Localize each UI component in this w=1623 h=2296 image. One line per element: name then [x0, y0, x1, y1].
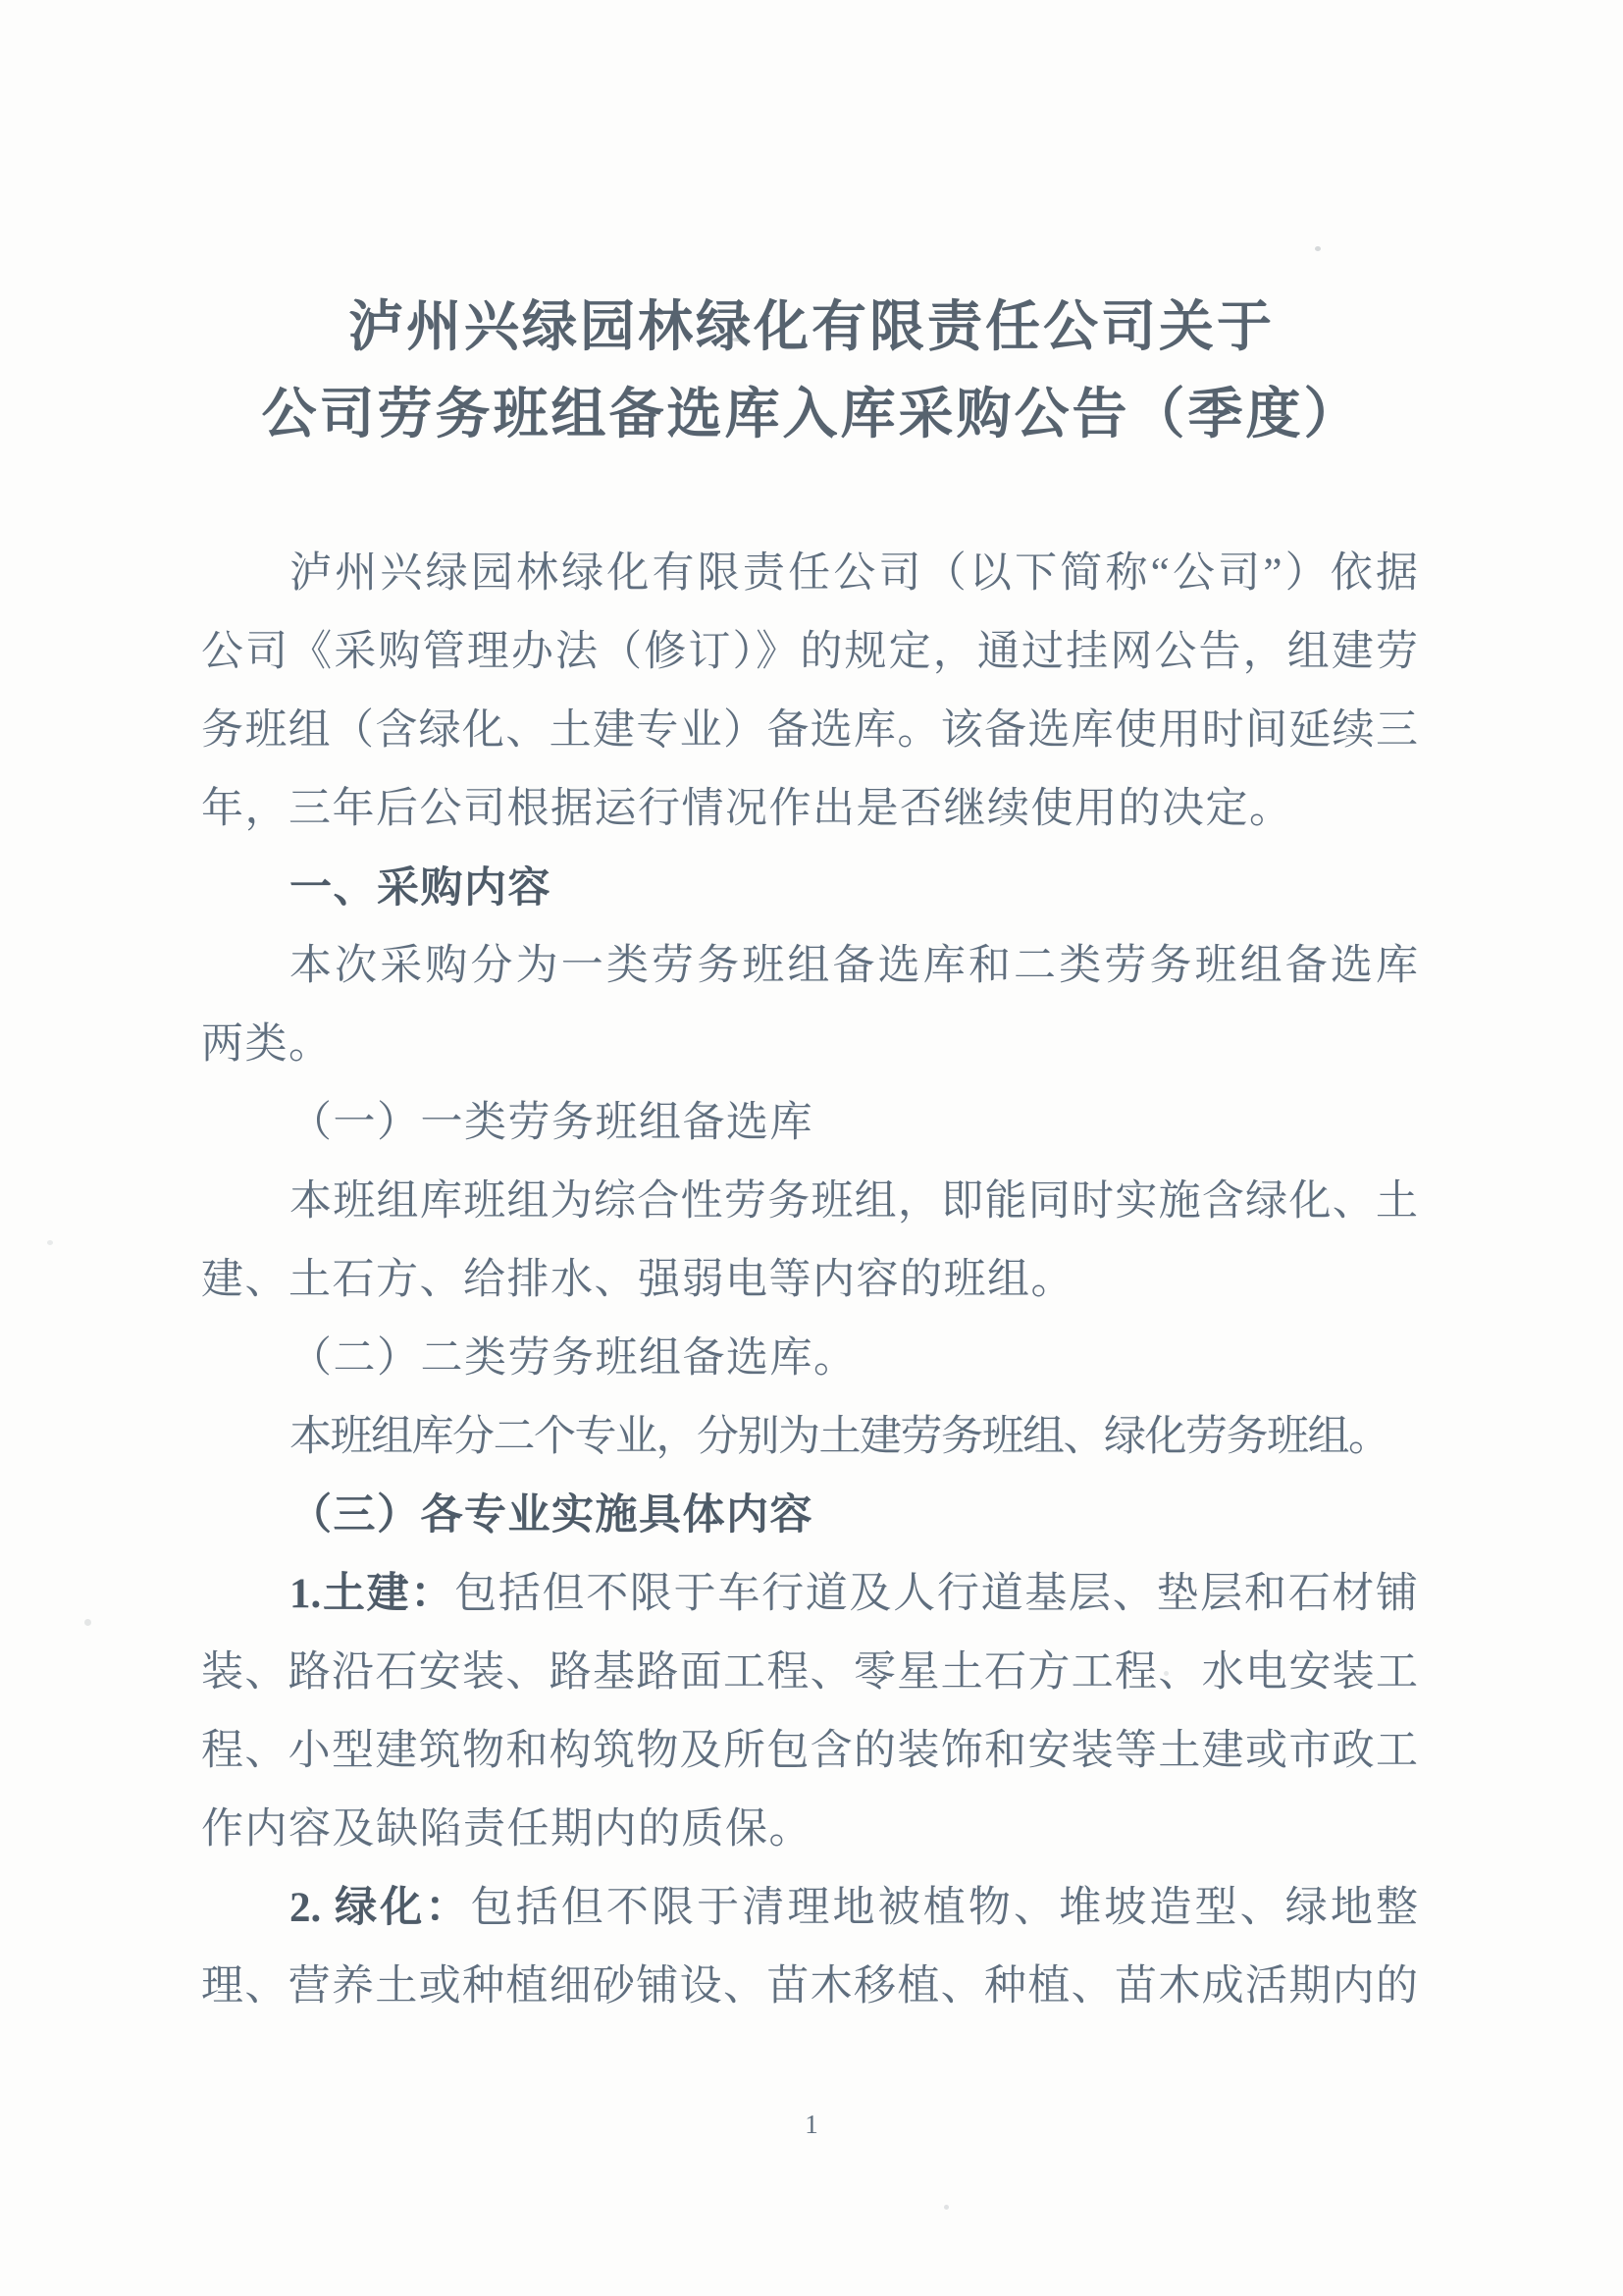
- text-line: [201, 849, 1418, 927]
- text-run: 本班组库班组为综合性劳务班组，即能同时实施含绿化、土: [289, 1178, 1418, 1225]
- page-number: 1: [805, 2110, 818, 2139]
- text-line: [201, 1320, 1418, 1398]
- scan-speck: [944, 2205, 949, 2210]
- text-line: [201, 1634, 1418, 1712]
- text-run: 建、土石方、给排水、强弱电等内容的班组。: [201, 1257, 1074, 1303]
- scan-speck: [1164, 1671, 1169, 1676]
- text-line: [201, 1948, 1418, 2026]
- scan-speck: [1315, 246, 1321, 251]
- text-line: [201, 535, 1418, 613]
- text-line: [201, 1084, 1418, 1163]
- bold-run: 一、采购内容: [289, 864, 551, 912]
- scan-speck: [47, 1240, 53, 1245]
- text-run: 理、营养土或种植细砂铺设、苗木移植、种植、苗木成活期内的: [201, 1963, 1418, 2009]
- text-run: 本次采购分为一类劳务班组备选库和二类劳务班组备选库: [289, 943, 1418, 989]
- text-line: [201, 613, 1418, 692]
- scan-speck: [732, 338, 742, 341]
- text-run: （一）一类劳务班组备选库: [289, 1100, 813, 1146]
- bold-run: 1.土建：: [289, 1571, 455, 1617]
- text-run: 两类。: [201, 1021, 333, 1068]
- text-run: 本班组库分二个专业，分别为土建劳务班组、绿化劳务班组。: [289, 1414, 1389, 1460]
- text-run: 程、小型建筑物和构筑物及所包含的装饰和安装等土建或市政工: [201, 1728, 1418, 1774]
- document-body: [201, 535, 1418, 2026]
- text-run: 作内容及缺陷责任期内的质保。: [201, 1806, 812, 1852]
- text-run: 年，三年后公司根据运行情况作出是否继续使用的决定。: [201, 786, 1293, 832]
- bold-run: 2. 绿化：: [289, 1885, 471, 1931]
- text-line: [201, 1791, 1418, 1869]
- text-line: [201, 1241, 1418, 1320]
- text-line: [201, 1477, 1418, 1555]
- text-line: [201, 1712, 1418, 1791]
- text-line: [201, 1006, 1418, 1084]
- text-run: 公司《采购管理办法（修订）》的规定，通过挂网公告，组建劳: [201, 629, 1418, 675]
- text-run: 装、路沿石安装、路基路面工程、零星土石方工程、水电安装工: [201, 1649, 1418, 1696]
- document-title-line1: 泸州兴绿园林绿化有限责任公司关于: [348, 295, 1275, 357]
- scan-speck: [84, 1619, 91, 1626]
- text-line: [201, 770, 1418, 849]
- document-title-line2: 公司劳务班组备选库入库采购公告（季度）: [261, 383, 1362, 444]
- text-line: [201, 1555, 1418, 1634]
- text-run: 包括但不限于车行道及人行道基层、垫层和石材铺: [454, 1571, 1419, 1617]
- text-line: [201, 1869, 1418, 1948]
- text-line: [201, 692, 1418, 770]
- text-line: [201, 1398, 1418, 1477]
- text-run: （二）二类劳务班组备选库。: [289, 1335, 858, 1382]
- bold-run: （三）各专业实施具体内容: [289, 1492, 813, 1539]
- document-title: [0, 283, 1623, 457]
- text-run: 包括但不限于清理地被植物、堆坡造型、绿地整: [470, 1885, 1418, 1931]
- text-run: 泸州兴绿园林绿化有限责任公司（以下简称“公司”）依据: [289, 550, 1418, 597]
- text-line: [201, 927, 1418, 1006]
- text-line: [201, 1163, 1418, 1241]
- text-run: 务班组（含绿化、土建专业）备选库。该备选库使用时间延续三: [201, 707, 1418, 754]
